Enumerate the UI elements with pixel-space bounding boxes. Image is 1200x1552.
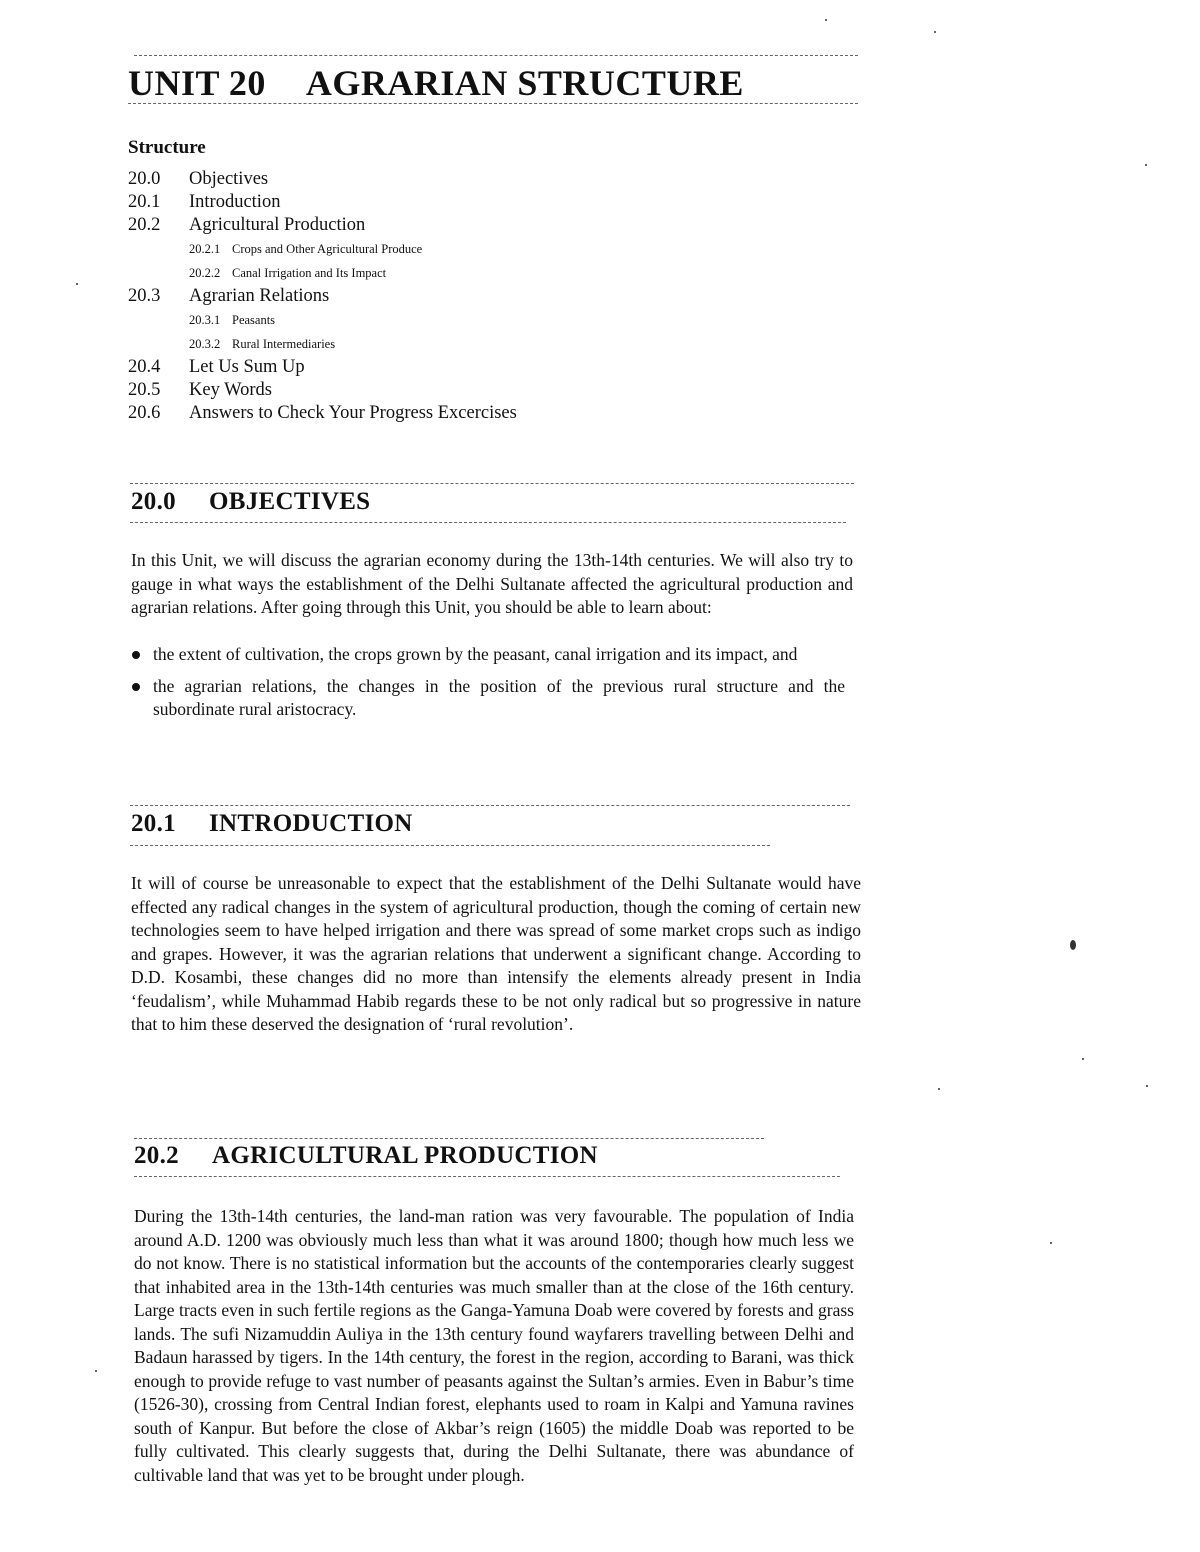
toc-item-number: 20.5	[128, 380, 161, 400]
toc-item-label: Agrarian Relations	[189, 286, 330, 306]
section-number: 20.1	[131, 810, 176, 837]
toc-subitem-label: Peasants	[232, 313, 276, 327]
toc-item-number: 20.6	[128, 403, 161, 423]
toc-item-label: Introduction	[189, 192, 281, 212]
scan-speck	[95, 1370, 97, 1372]
objectives-intro-paragraph: In this Unit, we will discuss the agrarian economy during the 13th-14th centuries. We will also try to gauge in what ways the establishment of the Delhi Sultanate affected the agricultural production and agrarian relations. After going through this Unit, you should be able to learn about:	[131, 550, 853, 617]
toc-item	[128, 214, 648, 237]
toc-subitem	[128, 261, 648, 285]
scan-speck	[1146, 1085, 1148, 1087]
section-title: INTRODUCTION	[209, 810, 413, 837]
scan-speck	[1070, 940, 1076, 950]
toc-subitem	[128, 237, 648, 261]
objectives-bullet-list	[131, 643, 845, 730]
toc-item-label: Answers to Check Your Progress Excercises	[189, 403, 517, 423]
toc-subitem-number: 20.3.2	[189, 337, 221, 351]
toc-item-label: Let Us Sum Up	[189, 357, 305, 377]
section-heading-agricultural-production	[134, 1142, 598, 1170]
list-item-text: the agrarian relations, the changes in the position of the previous rural structure and the subordinate rural aristocracy.	[153, 675, 845, 719]
section-number: 20.2	[134, 1142, 179, 1169]
section-bottom-rule	[130, 522, 846, 523]
scan-speck	[76, 283, 78, 285]
toc-item	[128, 356, 648, 379]
toc-subitem-label: Canal Irrigation and Its Impact	[232, 266, 387, 280]
scan-speck	[938, 1088, 940, 1090]
introduction-paragraph: It will of course be unreasonable to expect that the establishment of the Delhi Sultanate would have effected any radical changes in the system of agricultural production, though the coming of certain new technologies seem to have helped irrigation and there was spread of some market crops such as indigo and grapes. However, it was the agrarian relations that underwent a significant change. According to D.D. Kosambi, these changes did no more than intensify the elements already present in India ‘feudalism’, while Muhammad Habib regards these to be not only radical but so progressive in nature that to him these deserved the designation of ‘rural revolution’.	[131, 873, 861, 1034]
section-title: AGRICULTURAL PRODUCTION	[212, 1142, 598, 1169]
toc-subitem-number: 20.2.1	[189, 242, 221, 256]
section-title: OBJECTIVES	[209, 488, 371, 515]
toc-subitem-label: Rural Intermediaries	[232, 337, 336, 351]
list-item	[131, 675, 845, 722]
toc-item-number: 20.2	[128, 215, 161, 235]
toc-item	[128, 191, 648, 214]
structure-heading: Structure	[128, 137, 206, 158]
section-number: 20.0	[131, 488, 176, 515]
toc-item-label: Objectives	[189, 169, 269, 189]
agricultural-production-paragraph: During the 13th-14th centuries, the land-man ration was very favourable. The population of India around A.D. 1200 was obviously much less than what it was around 1800; though how much less we do not know. There is no statistical information but the accounts of the contemporaries clearly suggest that inhabited area in the 13th-14th centuries was much smaller than at the close of the 16th century. Large tracts even in such fertile regions as the Ganga-Yamuna Doab were covered by forests and grass lands. The sufi Nizamuddin Auliya in the 13th century found wayfarers travelling between Delhi and Badaun harassed by tigers. In the 14th century, the forest in the region, according to Barani, was thick enough to provide refuge to vast number of peasants against the Sultan’s armies. Even in Babur’s time (1526-30), crossing from Central Indian forest, elephants used to roam in Kalpi and Yamuna ravines south of Kanpur. But before the close of Akbar’s reign (1605) the middle Doab was reported to be fully cultivated. This clearly suggests that, during the Delhi Sultanate, there was abundance of cultivable land that was yet to be brought under plough.	[134, 1206, 854, 1485]
scan-speck	[1145, 164, 1147, 166]
unit-title	[128, 62, 744, 104]
list-item-text: the extent of cultivation, the crops grown by the peasant, canal irrigation and its impact, and	[153, 644, 798, 664]
toc-item-label: Key Words	[189, 380, 272, 400]
toc-subitem	[128, 332, 648, 356]
table-of-contents	[128, 168, 648, 425]
toc-item-number: 20.4	[128, 357, 161, 377]
unit-number: UNIT 20	[128, 63, 266, 103]
toc-item-number: 20.3	[128, 286, 161, 306]
section-top-rule	[130, 483, 854, 484]
scan-speck	[1050, 1242, 1052, 1244]
scan-speck	[825, 19, 827, 21]
section-top-rule	[134, 1138, 764, 1139]
toc-subitem	[128, 308, 648, 332]
toc-subitem-number: 20.3.1	[189, 313, 221, 327]
toc-item	[128, 379, 648, 402]
toc-item-number: 20.0	[128, 169, 161, 189]
section-heading-objectives	[131, 488, 370, 516]
bullet-icon	[132, 651, 140, 659]
toc-item	[128, 285, 648, 308]
unit-title-text: AGRARIAN STRUCTURE	[305, 63, 744, 103]
scan-speck	[934, 31, 936, 33]
toc-item	[128, 168, 648, 191]
toc-item-label: Agricultural Production	[189, 215, 366, 235]
toc-subitem-number: 20.2.2	[189, 266, 221, 280]
title-top-rule	[134, 55, 858, 56]
toc-item-number: 20.1	[128, 192, 161, 212]
scan-speck	[1082, 1058, 1084, 1060]
section-bottom-rule	[130, 845, 770, 846]
toc-item	[128, 402, 648, 425]
section-bottom-rule	[134, 1176, 840, 1177]
bullet-icon	[132, 683, 140, 691]
toc-subitem-label: Crops and Other Agricultural Produce	[232, 242, 423, 256]
section-top-rule	[130, 805, 850, 806]
list-item	[131, 643, 845, 667]
section-heading-introduction	[131, 810, 413, 838]
